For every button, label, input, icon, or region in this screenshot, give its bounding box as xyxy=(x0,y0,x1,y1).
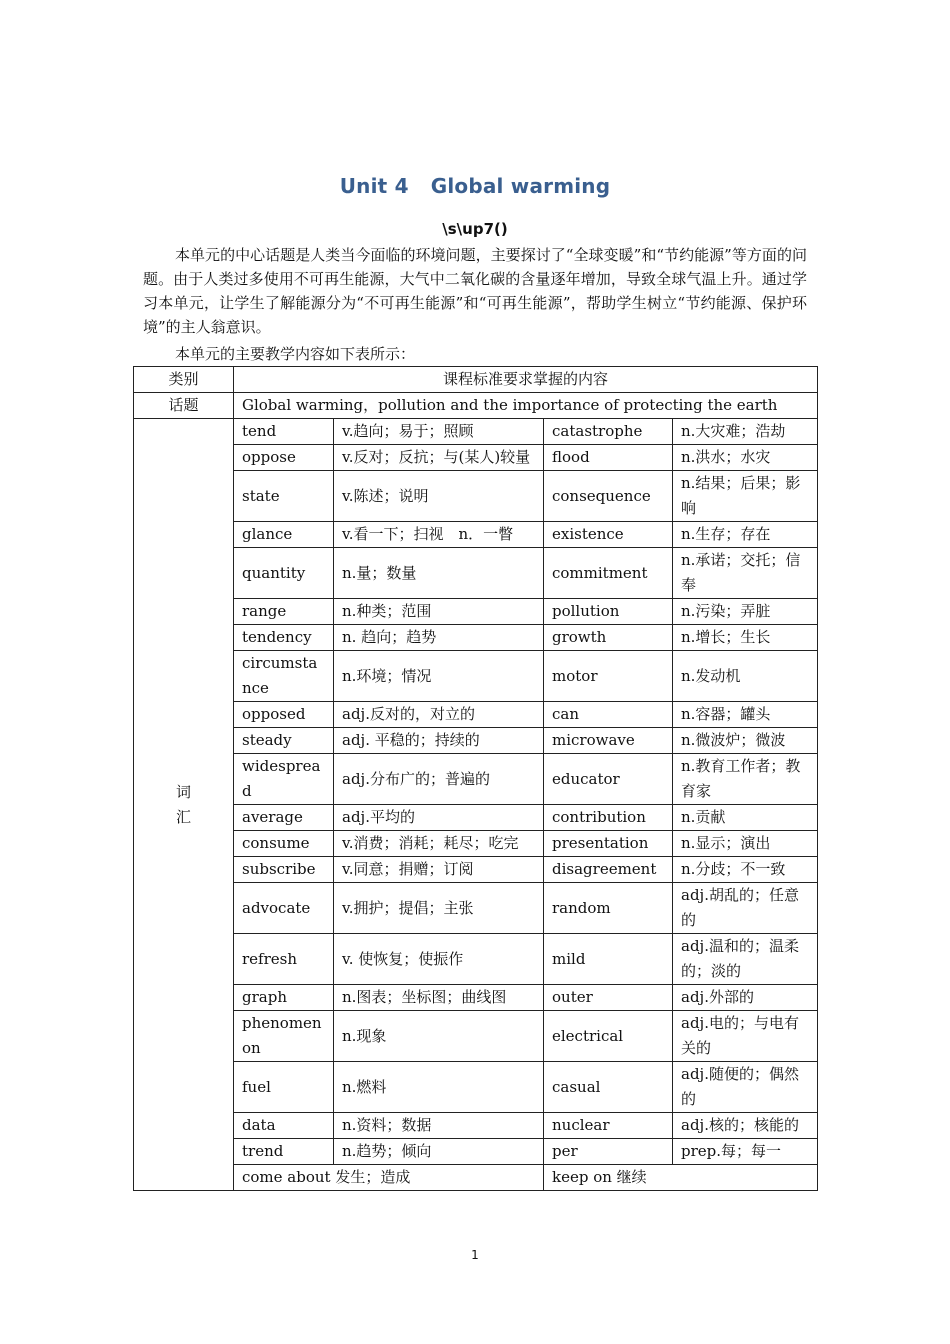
page-number: 1 xyxy=(471,1248,479,1262)
vocab-definition: n.显示；演出 xyxy=(673,831,818,857)
vocab-definition: v.趋向；易于；照顾 xyxy=(334,419,544,445)
vocab-word: microwave xyxy=(544,728,673,754)
table-header-row xyxy=(134,367,818,393)
table-row xyxy=(134,445,818,471)
vocab-word: contribution xyxy=(544,805,673,831)
vocab-word: presentation xyxy=(544,831,673,857)
header-category: 类别 xyxy=(134,367,234,393)
vocab-definition: adj.胡乱的；任意的 xyxy=(673,883,818,934)
table-row xyxy=(134,548,818,599)
vocab-word: tendency xyxy=(234,625,334,651)
vocab-word: electrical xyxy=(544,1011,673,1062)
vocab-word: refresh xyxy=(234,934,334,985)
vocab-definition: adj.电的；与电有关的 xyxy=(673,1011,818,1062)
vocab-definition: n.分歧；不一致 xyxy=(673,857,818,883)
topic-value: Global warming，pollution and the importance of protecting the earth xyxy=(234,393,818,419)
vocab-word: average xyxy=(234,805,334,831)
vocab-word: per xyxy=(544,1139,673,1165)
table-row xyxy=(134,805,818,831)
vocab-definition: prep.每；每一 xyxy=(673,1139,818,1165)
table-row xyxy=(134,831,818,857)
vocab-word: steady xyxy=(234,728,334,754)
vocab-word: mild xyxy=(544,934,673,985)
vocab-definition: v.看一下；扫视 n．一瞥 xyxy=(334,522,544,548)
vocab-word: can xyxy=(544,702,673,728)
vocab-definition: v.消费；消耗；耗尽；吃完 xyxy=(334,831,544,857)
vocab-definition: adj.随便的；偶然的 xyxy=(673,1062,818,1113)
vocab-word: consume xyxy=(234,831,334,857)
vocab-label-char: 汇 xyxy=(175,807,191,826)
vocab-definition: v.陈述；说明 xyxy=(334,471,544,522)
vocab-definition: v.拥护；提倡；主张 xyxy=(334,883,544,934)
table-row xyxy=(134,883,818,934)
vocab-definition: adj.反对的，对立的 xyxy=(334,702,544,728)
table-row xyxy=(134,419,818,445)
vocab-definition: adj. 平稳的；持续的 xyxy=(334,728,544,754)
phrase-item: keep on 继续 xyxy=(544,1165,818,1191)
vocab-definition: n. 趋向；趋势 xyxy=(334,625,544,651)
vocab-word: commitment xyxy=(544,548,673,599)
table-row xyxy=(134,651,818,702)
table-row xyxy=(134,1113,818,1139)
vocab-label-char: 词 xyxy=(175,782,191,801)
vocab-word: nuclear xyxy=(544,1113,673,1139)
vocab-definition: n.趋势；倾向 xyxy=(334,1139,544,1165)
vocab-word: subscribe xyxy=(234,857,334,883)
table-row xyxy=(134,934,818,985)
table-row xyxy=(134,702,818,728)
table-row xyxy=(134,471,818,522)
vocab-definition: n.大灾难；浩劫 xyxy=(673,419,818,445)
table-row xyxy=(134,625,818,651)
header-content: 课程标准要求掌握的内容 xyxy=(234,367,818,393)
vocab-word: growth xyxy=(544,625,673,651)
section-subtitle: \s\up7() xyxy=(442,220,508,238)
vocab-word: circumstance xyxy=(234,651,334,702)
vocab-table xyxy=(133,366,818,1191)
vocab-word: state xyxy=(234,471,334,522)
table-intro: 本单元的主要教学内容如下表所示： xyxy=(175,345,416,363)
vocab-definition: v.同意；捐赠；订阅 xyxy=(334,857,544,883)
table-row xyxy=(134,1062,818,1113)
unit-number: Unit 4 xyxy=(339,174,409,198)
vocab-word: advocate xyxy=(234,883,334,934)
vocab-word: trend xyxy=(234,1139,334,1165)
table-row xyxy=(134,599,818,625)
vocab-definition: n.生存；存在 xyxy=(673,522,818,548)
vocab-definition: n.承诺；交托；信奉 xyxy=(673,548,818,599)
vocab-word: educator xyxy=(544,754,673,805)
vocab-word: data xyxy=(234,1113,334,1139)
vocab-word: motor xyxy=(544,651,673,702)
unit-name: Global warming xyxy=(430,174,611,198)
vocab-definition: adj.平均的 xyxy=(334,805,544,831)
vocab-word: widespread xyxy=(234,754,334,805)
vocab-definition: n.贡献 xyxy=(673,805,818,831)
phrase-row xyxy=(134,1165,818,1191)
vocab-definition: n.量；数量 xyxy=(334,548,544,599)
table-row xyxy=(134,985,818,1011)
vocab-word: quantity xyxy=(234,548,334,599)
table-row xyxy=(134,1139,818,1165)
vocab-word: phenomenon xyxy=(234,1011,334,1062)
vocab-definition: adj.分布广的；普遍的 xyxy=(334,754,544,805)
intro-paragraph: 本单元的中心话题是人类当今面临的环境问题，主要探讨了“全球变暖”和“节约能源”等方面的问题。由于人类过多使用不可再生能源，大气中二氧化碳的含量逐年增加，导致全球气温上升。通过学习本单元，让学生了解能源分为“不可再生能源”和“可再生能源”，帮助学生树立“节约能源、保护环境”的主人翁意识。 xyxy=(143,246,807,336)
vocab-definition: n.燃料 xyxy=(334,1062,544,1113)
vocab-definition: n.容器；罐头 xyxy=(673,702,818,728)
vocab-word: range xyxy=(234,599,334,625)
vocab-definition: n.教育工作者；教育家 xyxy=(673,754,818,805)
vocab-definition: n.发动机 xyxy=(673,651,818,702)
vocab-word: graph xyxy=(234,985,334,1011)
vocab-word: consequence xyxy=(544,471,673,522)
vocab-definition: n.环境；情况 xyxy=(334,651,544,702)
vocab-word: existence xyxy=(544,522,673,548)
vocab-definition: v.反对；反抗；与(某人)较量 xyxy=(334,445,544,471)
vocab-definition: n.污染；弄脏 xyxy=(673,599,818,625)
vocab-definition: n.资料；数据 xyxy=(334,1113,544,1139)
table-row xyxy=(134,522,818,548)
vocab-word: tend xyxy=(234,419,334,445)
topic-label: 话题 xyxy=(134,393,234,419)
vocab-word: pollution xyxy=(544,599,673,625)
vocab-word: casual xyxy=(544,1062,673,1113)
vocab-word: outer xyxy=(544,985,673,1011)
vocab-definition: n.增长；生长 xyxy=(673,625,818,651)
vocab-definition: n.种类；范围 xyxy=(334,599,544,625)
vocab-definition: v. 使恢复；使振作 xyxy=(334,934,544,985)
table-row xyxy=(134,1011,818,1062)
vocab-word: oppose xyxy=(234,445,334,471)
vocab-word: opposed xyxy=(234,702,334,728)
table-row xyxy=(134,728,818,754)
vocab-word: glance xyxy=(234,522,334,548)
table-row xyxy=(134,857,818,883)
vocab-definition: n.现象 xyxy=(334,1011,544,1062)
vocab-category-label xyxy=(134,419,234,1191)
page-title xyxy=(0,174,950,198)
vocab-definition: adj.温和的；温柔的；淡的 xyxy=(673,934,818,985)
table-row xyxy=(134,754,818,805)
phrase-item: come about 发生；造成 xyxy=(234,1165,544,1191)
vocab-definition: n.微波炉；微波 xyxy=(673,728,818,754)
vocab-word: disagreement xyxy=(544,857,673,883)
vocab-word: catastrophe xyxy=(544,419,673,445)
vocab-definition: n.结果；后果；影响 xyxy=(673,471,818,522)
vocab-definition: adj.外部的 xyxy=(673,985,818,1011)
vocab-definition: adj.核的；核能的 xyxy=(673,1113,818,1139)
vocab-definition: n.洪水；水灾 xyxy=(673,445,818,471)
vocab-definition: n.图表；坐标图；曲线图 xyxy=(334,985,544,1011)
vocab-word: flood xyxy=(544,445,673,471)
vocab-word: fuel xyxy=(234,1062,334,1113)
vocab-word: random xyxy=(544,883,673,934)
topic-row xyxy=(134,393,818,419)
